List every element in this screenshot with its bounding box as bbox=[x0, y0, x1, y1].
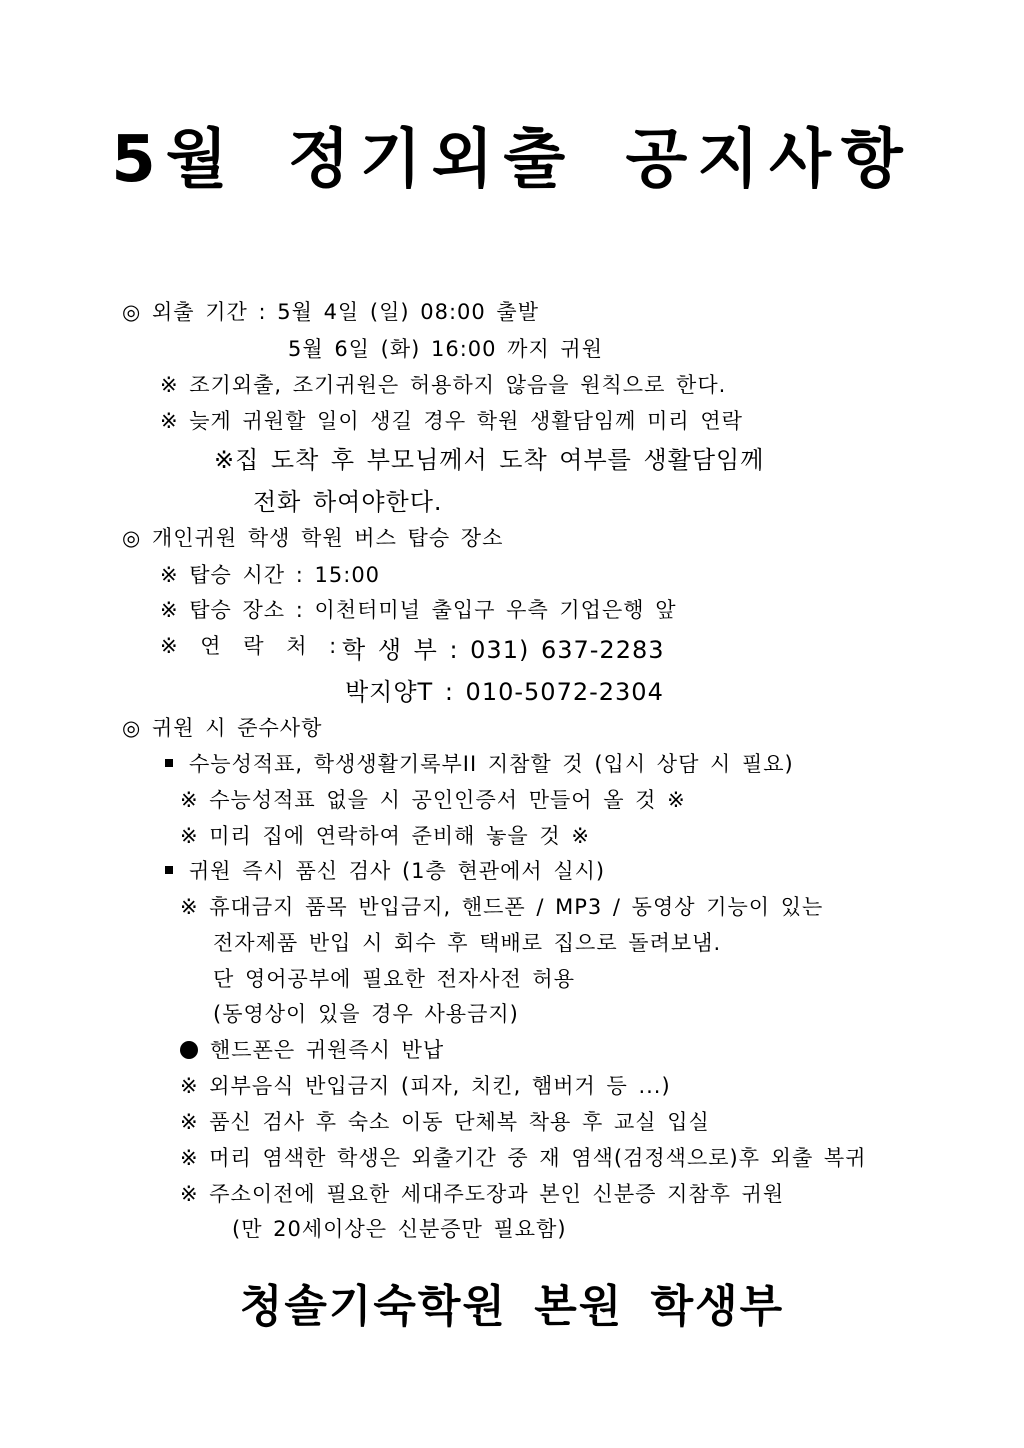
rules-item-inspection-note2: 전자제품 반입 시 회수 후 택배로 집으로 돌려보냄. bbox=[213, 931, 722, 955]
rules-phone: 핸드폰은 귀원즉시 반납 bbox=[180, 1034, 444, 1064]
rules-heading: ◎ 귀원 시 준수사항 bbox=[122, 716, 323, 740]
bus-time: ※ 탑승 시간 : 15:00 bbox=[160, 563, 381, 587]
bus-heading: ◎ 개인귀원 학생 학원 버스 탑승 장소 bbox=[122, 526, 504, 550]
rules-hair: ※ 머리 염색한 학생은 외출기간 중 재 염색(검정색으로)후 외출 복귀 bbox=[180, 1146, 867, 1170]
bus-place: ※ 탑승 장소 : 이천터미널 출입구 우측 기업은행 앞 bbox=[160, 598, 677, 622]
square-bullet-icon bbox=[165, 866, 173, 874]
rules-item-inspection: 귀원 즉시 품신 검사 (1층 현관에서 실시) bbox=[165, 855, 605, 885]
square-bullet-icon bbox=[165, 759, 173, 767]
rules-item-inspection-note1: ※ 휴대금지 품목 반입금지, 핸드폰 / MP3 / 동영상 기능이 있는 bbox=[180, 895, 824, 919]
rules-food: ※ 외부음식 반입금지 (피자, 치킨, 햄버거 등 ...) bbox=[180, 1074, 671, 1098]
rules-item-inspection-note3: 단 영어공부에 필요한 전자사전 허용 bbox=[213, 967, 575, 991]
period-heading: ◎ 외출 기간 : 5월 4일 (일) 08:00 출발 bbox=[122, 300, 540, 324]
issuer-signature: 청솔기숙학원 본원 학생부 bbox=[239, 1281, 785, 1332]
period-note-late: ※ 늦게 귀원할 일이 생길 경우 학원 생활담임께 미리 연락 bbox=[160, 409, 743, 433]
rules-uniform: ※ 품신 검사 후 숙소 이동 단체복 착용 후 교실 입실 bbox=[180, 1110, 710, 1134]
rules-address-note: (만 20세이상은 신분증만 필요함) bbox=[232, 1217, 567, 1241]
period-note-arrival-cont: 전화 하여야한다. bbox=[253, 488, 443, 516]
page-title: 5월 정기외출 공지사항 bbox=[111, 123, 913, 197]
bus-contact-teacher: 박지양T : 010-5072-2304 bbox=[345, 678, 664, 706]
rules-item-documents: 수능성적표, 학생생활기록부II 지참할 것 (입시 상담 시 필요) bbox=[165, 748, 794, 778]
rules-item-inspection-note4: (동영상이 있을 경우 사용금지) bbox=[213, 1002, 519, 1026]
period-note-early: ※ 조기외출, 조기귀원은 허용하지 않음을 원칙으로 한다. bbox=[160, 373, 727, 397]
rules-item-documents-note1: ※ 수능성적표 없을 시 공인인증서 만들어 올 것 ※ bbox=[180, 788, 686, 812]
period-return-line: 5월 6일 (화) 16:00 까지 귀원 bbox=[288, 337, 604, 361]
bus-contact-office: 학 생 부 : 031) 637-2283 bbox=[342, 636, 665, 664]
rules-item-documents-note2: ※ 미리 집에 연락하여 준비해 놓을 것 ※ bbox=[180, 824, 590, 848]
period-note-arrival: ※집 도착 후 부모님께서 도착 여부를 생활담임께 bbox=[214, 446, 765, 474]
rules-address: ※ 주소이전에 필요한 세대주도장과 본인 신분증 지참후 귀원 bbox=[180, 1182, 785, 1206]
circle-bullet-icon bbox=[180, 1041, 198, 1059]
bus-contact-label: ※ 연 락 처 : bbox=[160, 634, 341, 658]
